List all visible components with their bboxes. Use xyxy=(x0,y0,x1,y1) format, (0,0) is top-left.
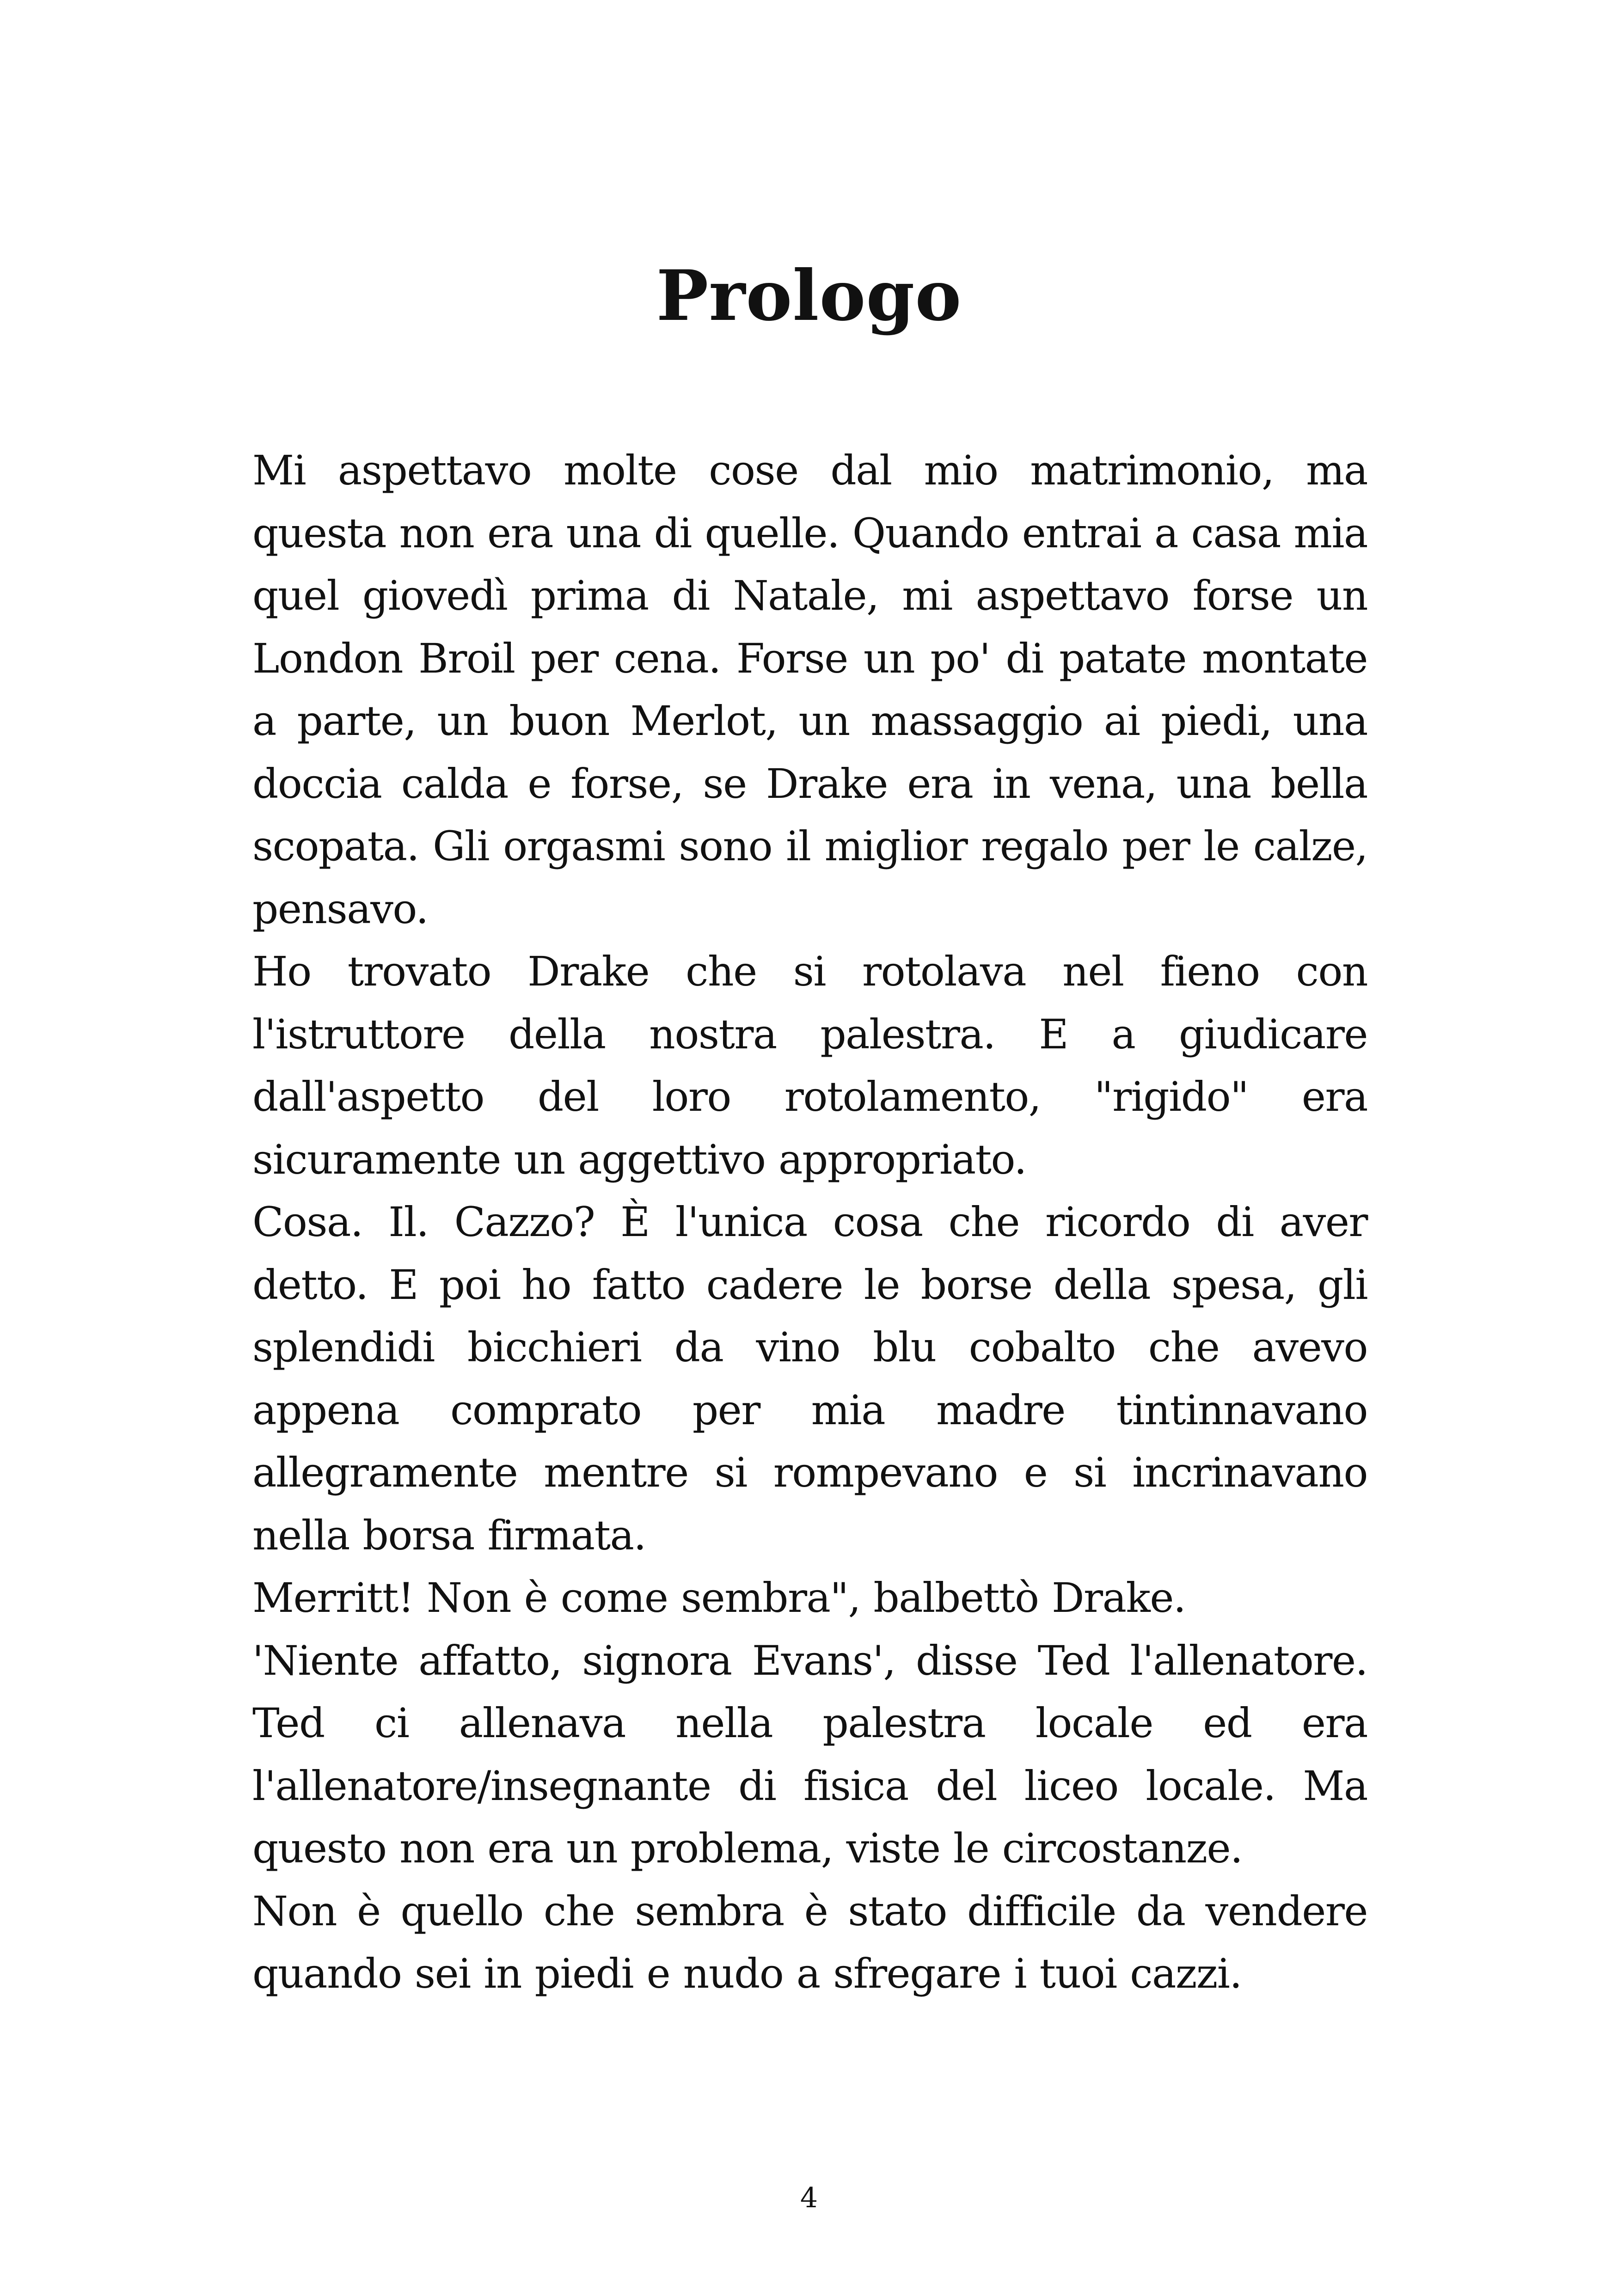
paragraph: Cosa. Il. Cazzo? È l'unica cosa che ricordo di aver detto. E poi ho fatto cadere le borse della spesa, gli splendidi bicchieri da vino blu cobalto che avevo appena comprato per mia madre tintinnavano allegramente mentre si rompevano e si incrinavano nella borsa firmata. xyxy=(252,1198,1367,1559)
page-number: 4 xyxy=(800,2182,818,2214)
paragraph: Mi aspettavo molte cose dal mio matrimonio, ma questa non era una di quelle. Quando entrai a casa mia quel giovedì prima di Natale, mi aspettavo forse un London Broil per cena. Forse un po' di patate montate a parte, un buon Merlot, un massaggio ai piedi, una doccia calda e forse, se Drake era in vena, una bella scopata. Gli orgasmi sono il miglior regalo per le calze, pensavo. xyxy=(252,447,1367,933)
paragraph: Merritt! Non è come sembra", balbettò Drake. xyxy=(252,1574,1186,1622)
paragraph: Ho trovato Drake che si rotolava nel fieno con l'istruttore della nostra palestra. E a giudicare dall'aspetto del loro rotolamento, "rigido" era sicuramente un aggettivo appropriato. xyxy=(252,948,1367,1183)
paragraph: 'Niente affatto, signora Evans', disse Ted l'allenatore. Ted ci allenava nella palestra locale ed era l'allenatore/insegnante di fisica del liceo locale. Ma questo non era un problema, viste le circostanze. xyxy=(252,1636,1367,1872)
paragraph: Non è quello che sembra è stato difficile da vendere quando sei in piedi e nudo a sfregare i tuoi cazzi. xyxy=(252,1887,1367,1997)
chapter-title: Prologo xyxy=(656,255,962,337)
chapter-body xyxy=(252,439,1367,2005)
